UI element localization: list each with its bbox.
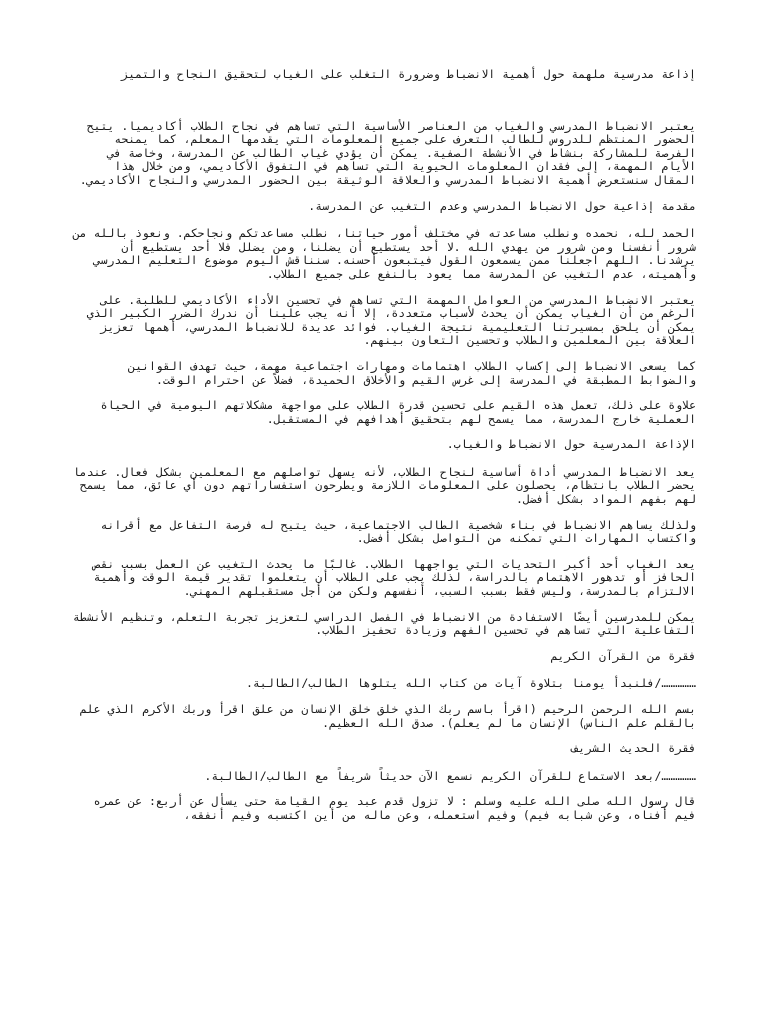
paragraph-quran-intro: ……………/فلنبدأ يومنا بتلاوة آيات من كتاب الله يتلوها الطالب/الطالبة. [245,676,696,691]
paragraph-discipline-benefits: يعتبر الانضباط المدرسي من العوامل المهمة التي تساهم في تحسين الأداء الأكاديمي للطلبة. على الرغم من أن الغياب يمكن أن يحدث لأسباب متعددة، إلا أنه يجب علينا أن ندرك الضرر الكبير الذي يمكن أن يلحق بمسيرتنا التعليمية نتيجة الغياب. فوائد عديدة للانضباط المدرسي، أهمها تعزيز العلاقة بين المعلمين والطلاب وتحسين التعاون بينهم. [86,292,696,348]
paragraph-absence: يعد الغياب أحد أكبر التحديات التي يواجهها الطلاب. غالبًا ما يحدث التغيب عن العمل بسبب نقص الحافز أو تدهور الاهتمام بالدراسة، لذلك يجب على الطلاب أن يتعلموا تقدير قيمة الوقت وأهمية الالتزام بالمدرسة، وليس فقط بسبب السبب، أنفسهم ولكن من أجل مستقبلهم المهني. [93,556,696,599]
paragraph-intro: يعتبر الانضباط المدرسي والغياب من العناصر الأساسية التي تساهم في نجاح الطلاب أكاديميا. يتيح الحضور المنتظم للدروس للطالب التعرف على جميع المعلومات التي يقدمها المعلم، كما يمنحه الفرصة للمشاركة بنشاط في الأنشطة الصفية. يمكن أن يؤدي غياب الطالب عن المدرسة، وخاصة في الأيام المهمة، إلى فقدان المعلومات الحيوية التي تساهم في التفوق الأكاديمي، ومن خلال هذا المقال سنستعرض أهمية الانضباط المدرسي والعلاقة الوثيقة بين الحضور المدرسي والنجاح الأكاديمي. [79,118,696,187]
paragraph-quran-verse: بسم الله الرحمن الرحيم (اقرأ باسم ربك الذي خلق خلق الإنسان من علق اقرأ وربك الأكرم الذي علم بالقلم علم الناس) الإنسان ما لم يعلم). صدق الله العظيم. [79,702,696,730]
paragraph-future: علاوة على ذلك، تعمل هذه القيم على تحسين قدرة الطلاب على مواجهة مشكلاتهم اليومية في الحياة العملية خارج المدرسة، مما يسمح لهم بتحقيق أهدافهم في المستقبل. [100,398,696,426]
section-heading-intro: مقدمة إذاعية حول الانضباط المدرسي وعدم التغيب عن المدرسة. [308,198,696,213]
paragraph-values: كما يسعى الانضباط إلى إكساب الطلاب اهتمامات ومهارات اجتماعية مهمة، حيث تهدف القوانين والضوابط المطبقة في المدرسة إلى غرس القيم والأخلاق الحميدة، فضلاً عن احترام الوقت. [128,358,696,387]
paragraph-praise: الحمد لله، نحمده ونطلب مساعدته في مختلف أمور حياتنا، نطلب مساعدتكم ونجاحكم. ونعوذ بالله من شرور أنفسنا ومن شرور من يهدي الله .لا أحد يستطيع أن يضلنا، ومن يضلل فلا أحد يستطيع أن يرشدنا. اللهم اجعلنا ممن يسمعون القول فيتبعون أحسنه. سنناقش اليوم موضوع التعليم المدرسي وأهميته، عدم التغيب عن المدرسة مما يعود بالنفع على جميع الطلاب. [72,226,696,281]
paragraph-communication: يعد الانضباط المدرسي أداة أساسية لنجاح الطلاب، لأنه يسهل تواصلهم مع المعلمين بشكل فعال. عندما يحضر الطلاب بانتظام، يحصلون على المعلومات اللازمة ويطرحون استفساراتهم دون أي عائق، مما يسمح لهم بفهم المواد بشكل أفضل. [72,464,696,507]
paragraph-teachers: يمكن للمدرسين أيضًا الاستفادة من الانضباط في الفصل الدراسي لتعزيز تجربة التعلم، وتنظيم الأنشطة التفاعلية التي تساهم في تحسين الفهم وزيادة تحفيز الطلاب. [72,609,696,638]
section-heading-hadith: فقرة الحديث الشريف [571,741,696,756]
paragraph-hadith-intro: ……………/بعد الاستماع للقرآن الكريم نسمع الآن حديثاً شريفاً مع الطالب/الطالبة. [204,768,696,783]
paragraph-hadith-text: قال رسول الله صلى الله عليه وسلم : لا تزول قدم عبد يوم القيامة حتى يسأل عن أربع: عن عمره فيم أفناه، وعن شبابه فيم) وفيم استعمله، وعن ماله من أين اكتسبه وفيم أنفقه، [93,794,696,822]
section-heading-quran: فقرة من القرآن الكريم [550,648,696,663]
document-title: إذاعة مدرسية ملهمة حول أهمية الانضباط وضرورة التغلب على الغياب لتحقيق النجاح والتميز [121,67,696,81]
section-heading-broadcast: الإذاعة المدرسية حول الانضباط والغياب. [446,437,696,452]
paragraph-social: ولذلك يساهم الانضباط في بناء شخصية الطالب الاجتماعية، حيث يتيح له فرصة التفاعل مع أقرانه واكتساب المهارات التي تمكنه من التواصل بشكل أفضل. [100,517,696,546]
